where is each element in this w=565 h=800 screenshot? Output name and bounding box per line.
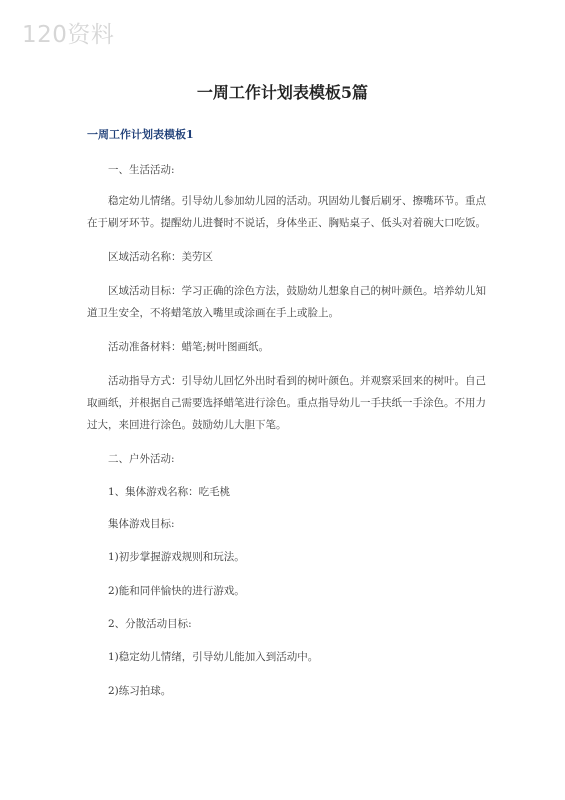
paragraph-area-activity-name: 区域活动名称：美劳区 (108, 251, 213, 263)
list-item-goal-1: 1)初步掌握游戏规则和玩法。 (108, 551, 245, 563)
paragraph-group-game-goal: 集体游戏目标: (108, 518, 175, 530)
list-item-scattered-2: 2)练习拍球。 (108, 685, 172, 697)
paragraph-materials: 活动准备材料：蜡笔;树叶图画纸。 (108, 341, 270, 353)
section-heading: 一周工作计划表模板1 (87, 128, 194, 141)
paragraph-group-game-name: 1、集体游戏名称：吃毛桃 (108, 486, 231, 498)
list-item-goal-2: 2)能和同伴愉快的进行游戏。 (108, 585, 245, 597)
paragraph-scattered-activity-goal: 2、分散活动目标: (108, 618, 192, 630)
document-title: 一周工作计划表模板5篇 (196, 83, 369, 102)
list-item-scattered-1: 1)稳定幼儿情绪，引导幼儿能加入到活动中。 (108, 651, 319, 663)
paragraph-life-activity-heading: 一、生活活动: (108, 164, 175, 176)
paragraph-guidance: 活动指导方式：引导幼儿回忆外出时看到的树叶颜色。并观察采回来的树叶。自己取画纸，并根据自己需要选择蜡笔进行涂色。重点指导幼儿一手扶纸一手涂色。不用力过大，来回进行涂色。鼓励幼儿大胆下笔。 (87, 375, 486, 431)
watermark: 120资料 (22, 22, 115, 48)
paragraph-outdoor-heading: 二、户外活动: (108, 453, 175, 465)
paragraph-area-activity-goal: 区域活动目标：学习正确的涂色方法，鼓励幼儿想象自己的树叶颜色。培养幼儿知道卫生安全，不将蜡笔放入嘴里或涂画在手上或脸上。 (87, 285, 486, 319)
paragraph-life-activity-body: 稳定幼儿情绪。引导幼儿参加幼儿园的活动。巩固幼儿餐后刷牙、擦嘴环节。重点在于刷牙环节。提醒幼儿进餐时不说话，身体坐正、胸贴桌子、低头对着碗大口吃饭。 (87, 195, 486, 229)
